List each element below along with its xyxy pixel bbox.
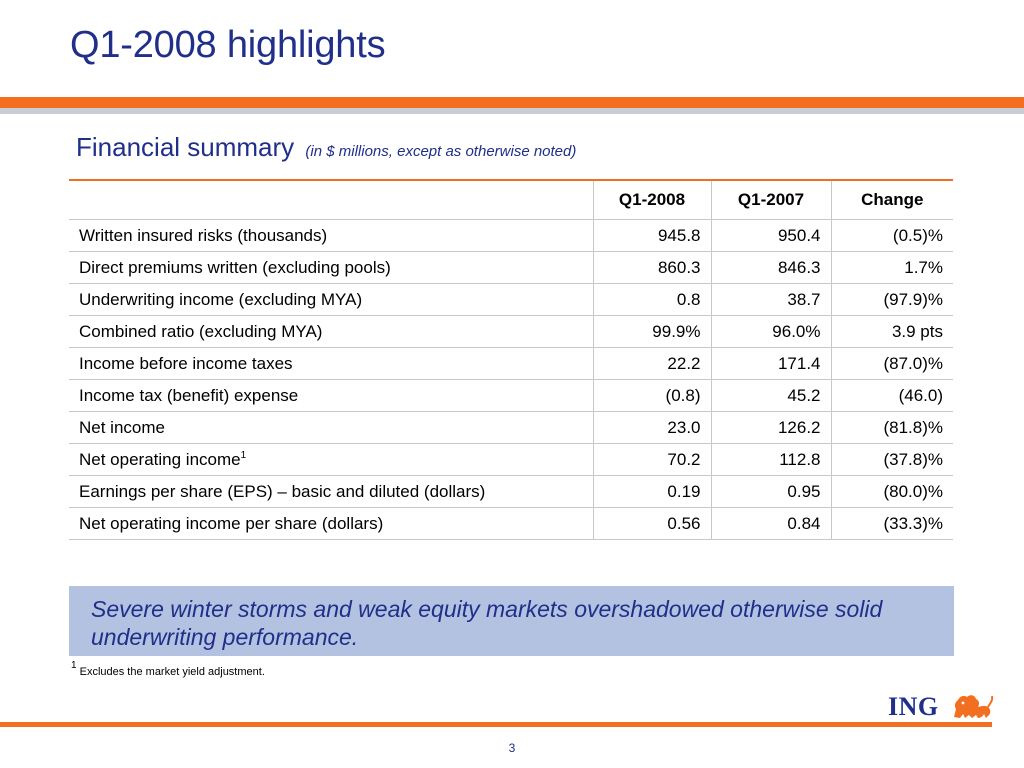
cell-change: (37.8)% xyxy=(831,444,953,476)
row-label: Income before income taxes xyxy=(69,348,593,380)
column-header-q1-2008: Q1-2008 xyxy=(593,180,711,220)
table-row xyxy=(69,284,953,316)
column-header-q1-2007: Q1-2007 xyxy=(711,180,831,220)
table-row xyxy=(69,380,953,412)
cell-change: 3.9 pts xyxy=(831,316,953,348)
row-label: Earnings per share (EPS) – basic and diluted (dollars) xyxy=(69,476,593,508)
cell-q1-2008: 22.2 xyxy=(593,348,711,380)
row-label: Underwriting income (excluding MYA) xyxy=(69,284,593,316)
cell-q1-2007: 96.0% xyxy=(711,316,831,348)
slide-title: Q1-2008 highlights xyxy=(70,24,386,66)
cell-q1-2008: 860.3 xyxy=(593,252,711,284)
cell-q1-2007: 126.2 xyxy=(711,412,831,444)
cell-change: (46.0) xyxy=(831,380,953,412)
table-row xyxy=(69,220,953,252)
cell-q1-2007: 171.4 xyxy=(711,348,831,380)
cell-change: (81.8)% xyxy=(831,412,953,444)
row-label: Net income xyxy=(69,412,593,444)
cell-change: (0.5)% xyxy=(831,220,953,252)
table-row xyxy=(69,412,953,444)
cell-q1-2007: 112.8 xyxy=(711,444,831,476)
cell-q1-2007: 950.4 xyxy=(711,220,831,252)
cell-q1-2007: 0.95 xyxy=(711,476,831,508)
cell-q1-2008: 23.0 xyxy=(593,412,711,444)
section-heading xyxy=(76,132,576,163)
row-label-text: Net operating income xyxy=(79,450,241,469)
table-row xyxy=(69,508,953,540)
table-row xyxy=(69,252,953,284)
cell-q1-2008: 0.56 xyxy=(593,508,711,540)
cell-q1-2007: 38.7 xyxy=(711,284,831,316)
cell-q1-2008: 945.8 xyxy=(593,220,711,252)
table-header-row xyxy=(69,180,953,220)
cell-change: (87.0)% xyxy=(831,348,953,380)
header-grey-band xyxy=(0,108,1024,114)
row-label: Combined ratio (excluding MYA) xyxy=(69,316,593,348)
cell-change: (33.3)% xyxy=(831,508,953,540)
column-header-label xyxy=(69,180,593,220)
financial-summary-table xyxy=(69,179,953,540)
lion-icon xyxy=(948,690,994,722)
cell-q1-2007: 846.3 xyxy=(711,252,831,284)
column-header-change: Change xyxy=(831,180,953,220)
table-row xyxy=(69,348,953,380)
cell-q1-2008: 0.8 xyxy=(593,284,711,316)
footer-orange-band xyxy=(0,722,992,727)
callout-text: Severe winter storms and weak equity markets overshadowed otherwise solid underwriting performance. xyxy=(91,596,883,650)
logo-text: ING xyxy=(888,692,939,721)
table-row xyxy=(69,316,953,348)
section-heading-text: Financial summary xyxy=(76,132,295,162)
cell-change: (97.9)% xyxy=(831,284,953,316)
row-label: Income tax (benefit) expense xyxy=(69,380,593,412)
footnote-marker: 1 xyxy=(240,450,247,461)
cell-q1-2007: 45.2 xyxy=(711,380,831,412)
footnote-marker: 1 xyxy=(71,660,77,671)
cell-change: (80.0)% xyxy=(831,476,953,508)
footnote-text: Excludes the market yield adjustment. xyxy=(76,666,265,678)
callout-box xyxy=(69,586,954,656)
page-number: 3 xyxy=(508,741,516,755)
row-label: Direct premiums written (excluding pools) xyxy=(69,252,593,284)
row-label: Written insured risks (thousands) xyxy=(69,220,593,252)
table-row xyxy=(69,444,953,476)
cell-q1-2007: 0.84 xyxy=(711,508,831,540)
ing-logo xyxy=(886,690,996,724)
section-heading-note: (in $ millions, except as otherwise noted) xyxy=(305,143,577,160)
row-label: Net operating income per share (dollars) xyxy=(69,508,593,540)
cell-q1-2008: 70.2 xyxy=(593,444,711,476)
table-row xyxy=(69,476,953,508)
cell-change: 1.7% xyxy=(831,252,953,284)
cell-q1-2008: 0.19 xyxy=(593,476,711,508)
row-label xyxy=(69,444,593,476)
cell-q1-2008: 99.9% xyxy=(593,316,711,348)
cell-q1-2008: (0.8) xyxy=(593,380,711,412)
footnote xyxy=(71,660,265,678)
header-orange-band xyxy=(0,97,1024,108)
